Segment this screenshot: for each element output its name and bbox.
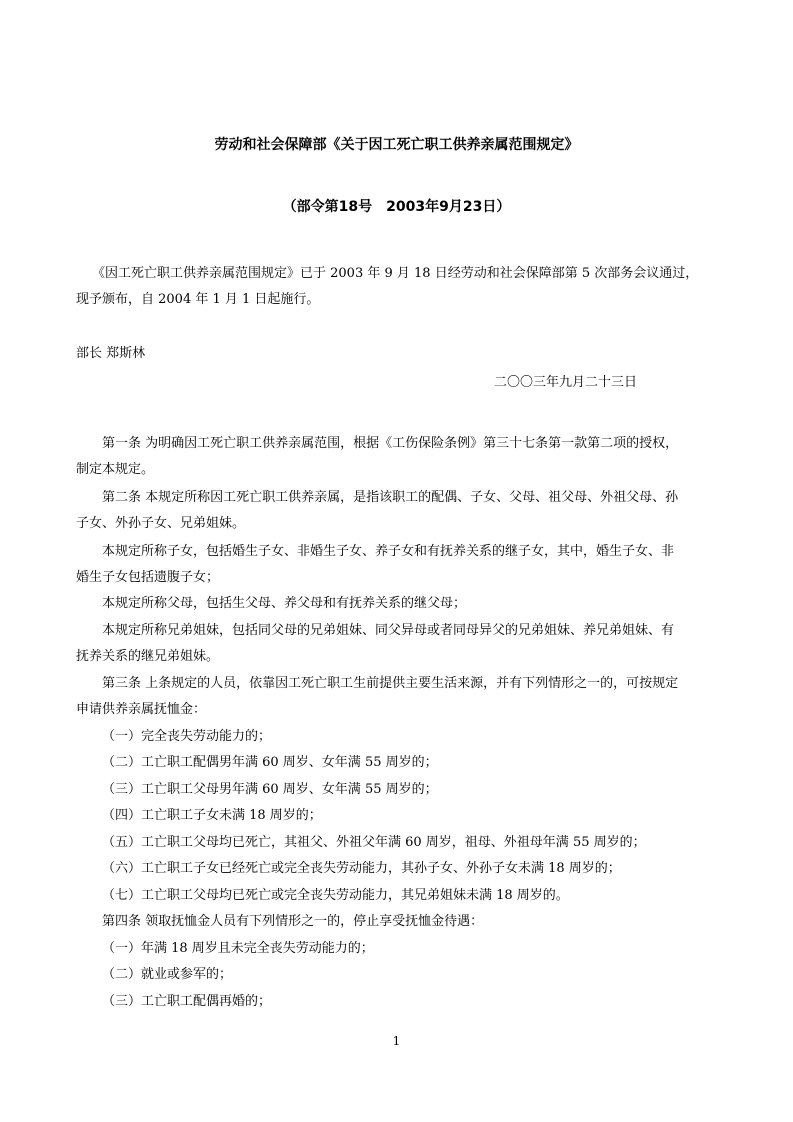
date: 二〇〇三年九月二十三日 — [494, 375, 638, 390]
body-line: 婚生子女包括遗腹子女； — [76, 570, 220, 585]
body-line: 第三条 上条规定的人员，依靠因工死亡职工生前提供主要生活来源，并有下列情形之一的，可按规定 — [102, 676, 679, 691]
body-line: （五）工亡职工父母均已死亡，其祖父、外祖父年满 60 周岁，祖母、外祖母年满 55 周岁的； — [102, 835, 646, 850]
body-line: 抚养关系的继兄弟姐妹。 — [76, 649, 220, 664]
body-line: （三）工亡职工配偶再婚的； — [102, 994, 272, 1009]
body-line: 第四条 领取抚恤金人员有下列情形之一的，停止享受抚恤金待遇： — [102, 914, 484, 929]
body-line: 本规定所称兄弟姐妹，包括同父母的兄弟姐妹、同父异母或者同母异父的兄弟姐妹、养兄弟姐妹、有 — [102, 623, 675, 638]
signature: 部长 郑斯林 — [76, 346, 146, 361]
intro-line-1: 《因工死亡职工供养亲属范围规定》已于 2003 年 9 月 18 日经劳动和社会保障部第 5 次部务会议通过， — [92, 266, 699, 281]
body-line: 本规定所称子女，包括婚生子女、非婚生子女、养子女和有抚养关系的继子女，其中，婚生子女、非 — [102, 544, 675, 559]
body-line: 第二条 本规定所称因工死亡职工供养亲属，是指该职工的配偶、子女、父母、祖父母、外祖父母、孙 — [102, 490, 679, 505]
body-line: （三）工亡职工父母男年满 60 周岁、女年满 55 周岁的； — [102, 782, 438, 797]
body-line: 第一条 为明确因工死亡职工供养亲属范围，根据《工伤保险条例》第三十七条第一款第二项的授权， — [102, 436, 679, 451]
body-line: （二）工亡职工配偶男年满 60 周岁、女年满 55 周岁的； — [102, 755, 438, 770]
page-number: 1 — [392, 1034, 401, 1048]
body-line: （七）工亡职工父母均已死亡或完全丧失劳动能力，其兄弟姐妹未满 18 周岁的。 — [102, 888, 569, 903]
body-line: 本规定所称父母，包括生父母、养父母和有抚养关系的继父母； — [102, 596, 467, 611]
document-title: 劳动和社会保障部《关于因工死亡职工供养亲属范围规定》 — [214, 137, 579, 153]
body-line: 制定本规定。 — [76, 462, 155, 477]
body-line: （二）就业或参军的； — [102, 967, 233, 982]
document-subtitle: （部令第18号 2003年9月23日） — [282, 199, 511, 215]
body-line: （六）工亡职工子女已经死亡或完全丧失劳动能力，其孙子女、外孙子女未满 18 周岁的； — [102, 861, 621, 876]
body-line: 子女、外孙子女、兄弟姐妹。 — [76, 516, 246, 531]
intro-line-2: 现予颁布，自 2004 年 1 月 1 日起施行。 — [76, 292, 320, 307]
body-line: 申请供养亲属抚恤金： — [76, 702, 207, 717]
body-line: （四）工亡职工子女未满 18 周岁的； — [102, 808, 322, 823]
body-line: （一）完全丧失劳动能力的； — [102, 729, 272, 744]
body-line: （一）年满 18 周岁且未完全丧失劳动能力的； — [102, 941, 374, 956]
